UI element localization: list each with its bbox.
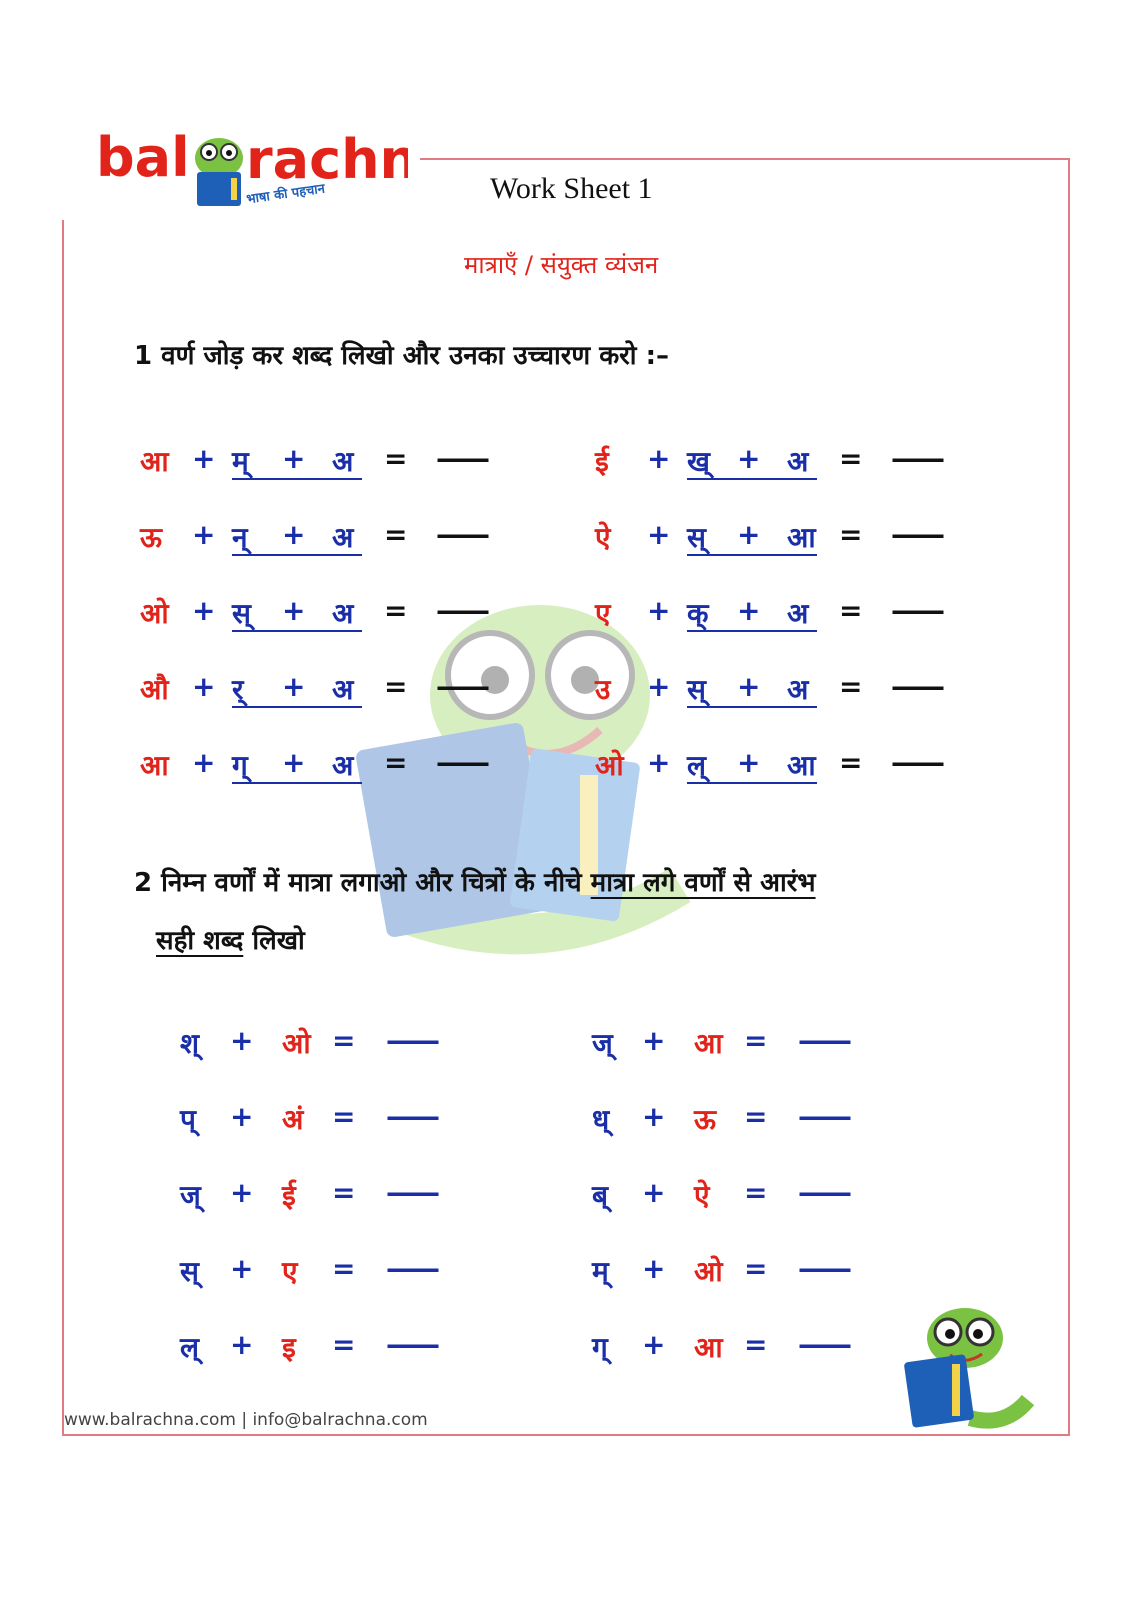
answer-blank: ––––– — [436, 442, 486, 475]
question-2-underlined-a: मात्रा लगे वर्णों से आरंभ — [590, 868, 816, 898]
equals-sign: = — [332, 1328, 356, 1361]
answer-blank: ––––– — [386, 1176, 436, 1209]
answer-blank: ––––– — [798, 1024, 848, 1057]
half-consonant: ब् — [592, 1179, 608, 1212]
matra-vowel: ओ — [282, 1027, 311, 1060]
matra-vowel: ए — [282, 1255, 298, 1288]
ending-vowel: अ — [787, 597, 809, 630]
plus-sign: + — [642, 1176, 666, 1209]
question-2 — [134, 854, 1014, 970]
question-2-text-b: लिखो — [243, 926, 305, 956]
question-1: 1 वर्ण जोड़ कर शब्द लिखो और उनका उच्चारण करो :– — [134, 341, 669, 371]
ending-vowel: अ — [332, 673, 354, 706]
balrachna-logo — [96, 116, 408, 216]
vowel-letter: आ — [140, 749, 169, 782]
matra-vowel: ऊ — [694, 1103, 716, 1136]
equals-sign: = — [384, 518, 408, 551]
half-consonant: न् — [232, 521, 248, 554]
half-consonant: ध् — [592, 1103, 610, 1136]
matra-vowel: इ — [282, 1331, 296, 1364]
plus-sign: + — [642, 1328, 666, 1361]
underline — [232, 630, 362, 632]
answer-blank: ––––– — [798, 1328, 848, 1361]
vowel-letter: औ — [140, 673, 169, 706]
underline — [687, 478, 817, 480]
answer-blank: ––––– — [436, 518, 486, 551]
plus-sign: + — [230, 1328, 254, 1361]
answer-blank: ––––– — [891, 594, 941, 627]
vowel-letter: ई — [595, 445, 609, 478]
half-consonant: ल् — [180, 1331, 199, 1364]
underline — [687, 782, 817, 784]
ending-vowel: अ — [332, 521, 354, 554]
plus-sign: + — [282, 670, 306, 703]
svg-text:rachna: rachn — [246, 128, 408, 191]
half-consonant: श् — [180, 1027, 200, 1060]
half-consonant: ग् — [592, 1331, 608, 1364]
page-subtitle: मात्राएँ / संयुक्त व्यंजन — [464, 251, 659, 279]
half-consonant: स् — [232, 597, 251, 630]
vowel-letter: ऐ — [595, 521, 611, 554]
equals-sign: = — [744, 1328, 768, 1361]
plus-sign: + — [230, 1176, 254, 1209]
answer-blank: ––––– — [386, 1024, 436, 1057]
plus-sign: + — [647, 594, 671, 627]
answer-blank: ––––– — [386, 1100, 436, 1133]
question-2-underlined-b: सही शब्द — [156, 926, 244, 956]
vowel-letter: ऊ — [140, 521, 162, 554]
equals-sign: = — [839, 518, 863, 551]
answer-blank: ––––– — [891, 746, 941, 779]
plus-sign: + — [192, 442, 216, 475]
footer-contact: www.balrachna.com | info@balrachna.com — [64, 1410, 428, 1430]
answer-blank: ––––– — [798, 1176, 848, 1209]
half-consonant: म् — [232, 445, 249, 478]
plus-sign: + — [192, 518, 216, 551]
plus-sign: + — [282, 594, 306, 627]
vowel-letter: ए — [595, 597, 611, 630]
answer-blank: ––––– — [891, 670, 941, 703]
equals-sign: = — [332, 1176, 356, 1209]
plus-sign: + — [192, 670, 216, 703]
vowel-letter: उ — [595, 673, 611, 706]
ending-vowel: अ — [787, 445, 809, 478]
matra-vowel: ई — [282, 1179, 296, 1212]
matra-vowel: आ — [694, 1027, 723, 1060]
underline — [232, 782, 362, 784]
answer-blank: ––––– — [798, 1100, 848, 1133]
half-consonant: ज् — [592, 1027, 613, 1060]
answer-blank: ––––– — [436, 594, 486, 627]
plus-sign: + — [230, 1024, 254, 1057]
plus-sign: + — [642, 1252, 666, 1285]
plus-sign: + — [737, 746, 761, 779]
plus-sign: + — [737, 442, 761, 475]
plus-sign: + — [192, 594, 216, 627]
half-consonant: प् — [180, 1103, 196, 1136]
half-consonant: ख् — [687, 445, 710, 478]
ending-vowel: आ — [787, 749, 816, 782]
plus-sign: + — [737, 670, 761, 703]
plus-sign: + — [282, 442, 306, 475]
matra-vowel: ओ — [694, 1255, 723, 1288]
plus-sign: + — [192, 746, 216, 779]
plus-sign: + — [230, 1252, 254, 1285]
equals-sign: = — [744, 1024, 768, 1057]
bookworm-icon — [195, 138, 243, 206]
half-consonant: स् — [687, 521, 706, 554]
plus-sign: + — [647, 442, 671, 475]
logo-tagline: भाषा की पहचान — [245, 181, 326, 208]
equals-sign: = — [744, 1252, 768, 1285]
half-consonant: म् — [592, 1255, 609, 1288]
equals-sign: = — [839, 594, 863, 627]
ending-vowel: अ — [332, 597, 354, 630]
underline — [687, 706, 817, 708]
plus-sign: + — [282, 746, 306, 779]
bookworm-mascot-icon — [900, 1300, 1035, 1430]
equals-sign: = — [839, 442, 863, 475]
answer-blank: ––––– — [891, 442, 941, 475]
plus-sign: + — [737, 594, 761, 627]
underline — [232, 706, 362, 708]
vowel-letter: आ — [140, 445, 169, 478]
ending-vowel: अ — [787, 673, 809, 706]
plus-sign: + — [647, 670, 671, 703]
equals-sign: = — [839, 746, 863, 779]
plus-sign: + — [642, 1100, 666, 1133]
underline — [232, 478, 362, 480]
plus-sign: + — [647, 518, 671, 551]
equals-sign: = — [744, 1176, 768, 1209]
half-consonant: र् — [232, 673, 244, 706]
matra-vowel: आ — [694, 1331, 723, 1364]
half-consonant: स् — [687, 673, 706, 706]
equals-sign: = — [744, 1100, 768, 1133]
equals-sign: = — [839, 670, 863, 703]
vowel-letter: ओ — [140, 597, 169, 630]
half-consonant: स् — [180, 1255, 199, 1288]
ending-vowel: अ — [332, 445, 354, 478]
plus-sign: + — [737, 518, 761, 551]
equals-sign: = — [384, 670, 408, 703]
underline — [232, 554, 362, 556]
underline — [687, 554, 817, 556]
svg-text:bal: bal — [96, 126, 190, 189]
half-consonant: ग् — [232, 749, 248, 782]
ending-vowel: अ — [332, 749, 354, 782]
page-title: Work Sheet 1 — [490, 172, 653, 205]
equals-sign: = — [384, 594, 408, 627]
answer-blank: ––––– — [386, 1328, 436, 1361]
matra-vowel: ऐ — [694, 1179, 710, 1212]
matra-vowel: अं — [282, 1103, 304, 1136]
half-consonant: ज् — [180, 1179, 201, 1212]
answer-blank: ––––– — [436, 746, 486, 779]
vowel-letter: ओ — [595, 749, 624, 782]
question-2-text-a: 2 निम्न वर्णों में मात्रा लगाओ और चित्रों के नीचे — [134, 868, 591, 898]
equals-sign: = — [332, 1024, 356, 1057]
half-consonant: क् — [687, 597, 709, 630]
equals-sign: = — [332, 1100, 356, 1133]
answer-blank: ––––– — [891, 518, 941, 551]
ending-vowel: आ — [787, 521, 816, 554]
answer-blank: ––––– — [436, 670, 486, 703]
answer-blank: ––––– — [798, 1252, 848, 1285]
half-consonant: ल् — [687, 749, 706, 782]
plus-sign: + — [282, 518, 306, 551]
equals-sign: = — [384, 746, 408, 779]
plus-sign: + — [642, 1024, 666, 1057]
equals-sign: = — [332, 1252, 356, 1285]
equals-sign: = — [384, 442, 408, 475]
plus-sign: + — [647, 746, 671, 779]
plus-sign: + — [230, 1100, 254, 1133]
answer-blank: ––––– — [386, 1252, 436, 1285]
underline — [687, 630, 817, 632]
